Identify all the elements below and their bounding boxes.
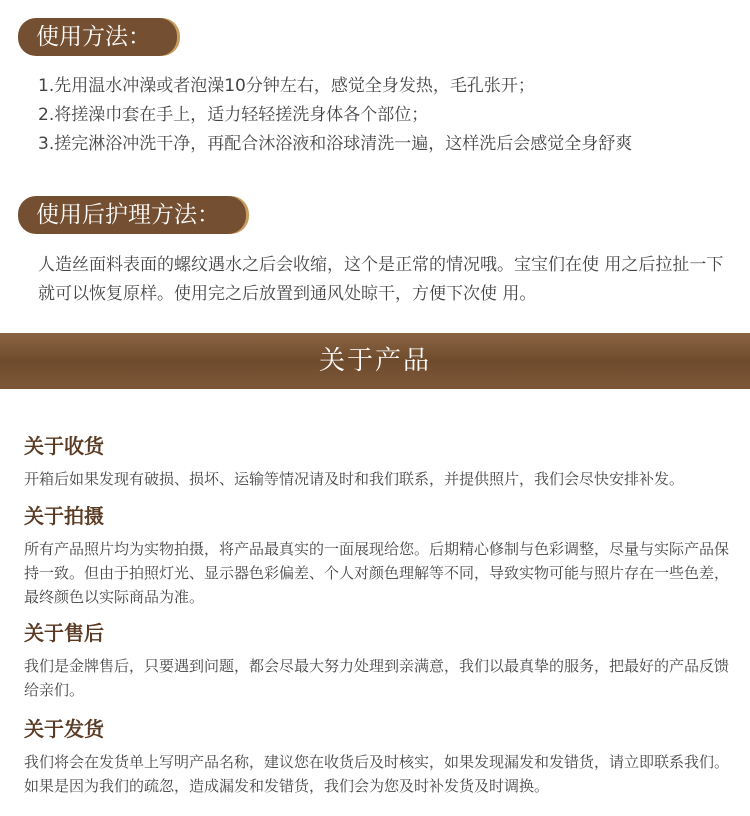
section-heading: 关于发货 bbox=[24, 717, 104, 741]
section-heading: 关于拍摄 bbox=[24, 504, 104, 528]
section-after-sales bbox=[24, 620, 730, 702]
section-shipping bbox=[24, 716, 730, 798]
section-text: 我们将会在发货单上写明产品名称，建议您在收货后及时核实，如果发现漏发和发错货，请立即联系我们。如果是因为我们的疏忽，造成漏发和发错货，我们会为您及时补发货及时调换。 bbox=[24, 753, 730, 795]
care-text: 人造丝面料表面的螺纹遇水之后会收缩，这个是正常的情况哦。宝宝们在使 用之后拉扯一下就可以恢复原样。使用完之后放置到通风处晾干，方便下次使 用。 bbox=[38, 255, 724, 304]
usage-step: 1.先用温水冲澡或者泡澡10分钟左右，感觉全身发热，毛孔张开； bbox=[38, 76, 535, 96]
usage-title: 使用方法： bbox=[18, 18, 177, 56]
usage-step: 2.将搓澡巾套在手上，适力轻轻搓洗身体各个部位； bbox=[38, 105, 429, 125]
section-text: 我们是金牌售后，只要遇到问题，都会尽最大努力处理到亲满意，我们以最真挚的服务，把最好的产品反馈给亲们。 bbox=[24, 657, 730, 699]
section-photography bbox=[24, 503, 730, 609]
section-heading: 关于收货 bbox=[24, 434, 104, 458]
section-text: 所有产品照片均为实物拍摄，将产品最真实的一面展现给您。后期精心修制与色彩调整，尽量与实际产品保持一致。但由于拍照灯光、显示器色彩偏差、个人对颜色理解等不同，导致实物可能与照片存在一些色差，最终颜色以实际商品为准。 bbox=[24, 540, 730, 606]
usage-steps bbox=[38, 72, 632, 159]
section-heading: 关于售后 bbox=[24, 621, 104, 645]
usage-step: 3.搓完淋浴冲洗干净，再配合沐浴液和浴球清洗一遍，这样洗后会感觉全身舒爽 bbox=[38, 134, 633, 154]
care-title: 使用后护理方法： bbox=[18, 196, 246, 234]
section-receipt bbox=[24, 433, 730, 491]
section-text: 开箱后如果发现有破损、损坏、运输等情况请及时和我们联系，并提供照片，我们会尽快安排补发。 bbox=[24, 470, 685, 488]
product-banner: 关于产品 bbox=[0, 333, 750, 389]
